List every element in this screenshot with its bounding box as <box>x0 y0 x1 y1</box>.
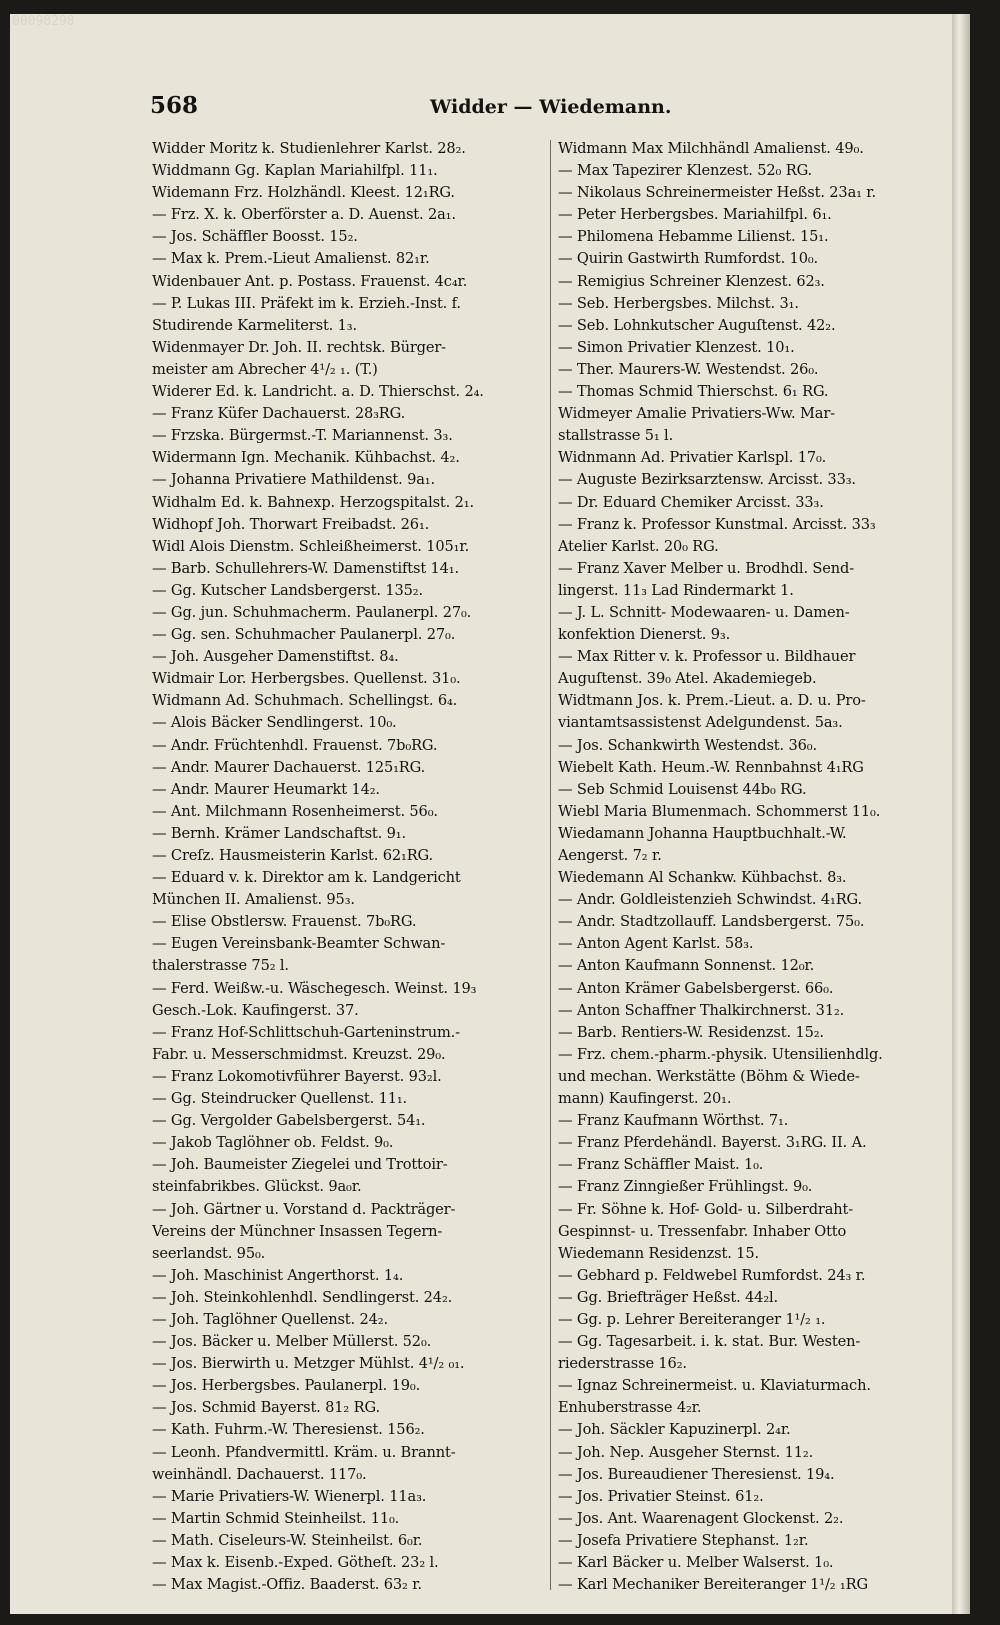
right-column-entry: — Ignaz Schreinermeist. u. Klaviaturmach. <box>558 1377 871 1395</box>
right-column-entry: Wiedemann Residenzst. 15. <box>558 1244 759 1262</box>
right-column-entry: — Franz Zinngießer Frühlingst. 9₀. <box>558 1178 813 1196</box>
left-column-entry: — Joh. Ausgeher Damenstiftst. 8₄. <box>152 648 399 666</box>
left-column-entry: München II. Amalienst. 95₃. <box>152 891 355 909</box>
right-column-entry: — Seb. Lohnkutscher Auguſtenst. 42₂. <box>558 316 836 334</box>
left-column-entry: — Jos. Bierwirth u. Metzger Mühlst. 4¹/₂ ₀₁. <box>152 1355 465 1373</box>
left-column-entry: — Max k. Eisenb.-Exped. Götheſt. 23₂ l. <box>152 1554 439 1571</box>
left-column-entry: — Creſz. Hausmeisterin Karlst. 62₁RG. <box>152 847 434 864</box>
left-column-entry: — Gg. Vergolder Gabelsbergerst. 54₁. <box>152 1112 426 1130</box>
right-column-entry: — Josefa Privatiere Stephanst. 1₂r. <box>558 1531 809 1549</box>
right-column-entry: — Andr. Stadtzollauff. Landsbergerst. 75₀. <box>558 913 865 931</box>
left-column-entry: weinhändl. Dachauerst. 117₀. <box>152 1465 367 1483</box>
left-column-entry: — Joh. Maschinist Angerthorst. 1₄. <box>152 1266 404 1284</box>
left-column-entry: — Andr. Früchtenhdl. Frauenst. 7b₀RG. <box>152 736 438 754</box>
right-column-entry: — Quirin Gastwirth Rumfordst. 10₀. <box>558 250 819 268</box>
left-column-entry: — Joh. Taglöhner Quellenst. 24₂. <box>152 1310 388 1328</box>
right-column-entry: Widmann Max Milchhändl Amalienst. 49₀. <box>558 140 864 157</box>
right-column-entry: — Anton Agent Karlst. 58₃. <box>558 935 754 953</box>
right-column-entry: Gespinnst- u. Tressenfabr. Inhaber Otto <box>558 1222 847 1240</box>
right-column-entry: viantamtsassistenst Adelgundenst. 5a₃. <box>558 714 843 732</box>
left-column-entry: Widhopf Joh. Thorwart Freibadst. 26₁. <box>152 515 430 533</box>
left-column-entry: Widmann Ad. Schuhmach. Schellingst. 6₄. <box>152 692 458 710</box>
left-column-entry: — Leonh. Pfandvermittl. Kräm. u. Brannt- <box>152 1443 456 1461</box>
right-column-entry: — Joh. Nep. Ausgeher Sternst. 11₂. <box>558 1443 814 1461</box>
right-column-entry: — Peter Herbergsbes. Mariahilfpl. 6₁. <box>558 206 832 224</box>
left-column-entry: — Johanna Privatiere Mathildenst. 9a₁. <box>152 471 435 489</box>
left-column-entry: meister am Abrecher 4¹/₂ ₁. (T.) <box>152 360 378 378</box>
right-column-entry: Wiebl Maria Blumenmach. Schommerst 11₀. <box>558 802 881 820</box>
right-column-entry: — Anton Schaffner Thalkirchnerst. 31₂. <box>558 1001 845 1019</box>
right-column-entry: — Jos. Schankwirth Westendst. 36₀. <box>558 736 817 754</box>
left-column-entry: — Jos. Schäffler Boosst. 15₂. <box>152 228 358 246</box>
right-column-entry: — Karl Mechaniker Bereiteranger 1¹/₂ ₁RG <box>558 1576 868 1594</box>
left-column-entry: — Eduard v. k. Direktor am k. Landgericht <box>152 869 461 887</box>
left-column-entry: — Martin Schmid Steinheilst. 11₀. <box>152 1509 400 1527</box>
left-column-entry: — Eugen Vereinsbank-Beamter Schwan- <box>152 935 446 953</box>
adjacent-page-edge <box>952 14 970 1614</box>
right-column-entry: und mechan. Werkstätte (Böhm & Wiede- <box>558 1067 860 1085</box>
right-column-entry: — Gg. Briefträger Heßst. 44₂l. <box>558 1288 779 1306</box>
left-column-entry: Widenmayer Dr. Joh. II. rechtsk. Bürger- <box>152 338 446 356</box>
left-column-entry: Widl Alois Dienstm. Schleißheimerst. 105₁r. <box>152 537 470 555</box>
left-column <box>152 138 542 1596</box>
right-column-entry: — Andr. Goldleistenzieh Schwindst. 4₁RG. <box>558 891 863 909</box>
right-column-entry: — Barb. Rentiers-W. Residenzst. 15₂. <box>558 1023 824 1041</box>
right-column-entry: Widmeyer Amalie Privatiers-Ww. Mar- <box>558 405 835 423</box>
left-column-entry: Widhalm Ed. k. Bahnexp. Herzogspitalst. 2₁. <box>152 493 474 511</box>
left-column-entry: — Frzska. Bürgermst.-T. Mariannenst. 3₃. <box>152 427 453 445</box>
left-column-entry: thalerstrasse 75₂ l. <box>152 957 289 975</box>
left-column-entry: Widenbauer Ant. p. Postass. Frauenst. 4c₄r. <box>152 272 468 290</box>
right-column-entry: — Seb. Herbergsbes. Milchst. 3₁. <box>558 294 799 312</box>
left-column-entry: — Gg. Kutscher Landsbergerst. 135₂. <box>152 581 423 599</box>
left-column-entry: Studirende Karmeliterst. 1₃. <box>152 316 357 334</box>
right-column-entry: — Franz Xaver Melber u. Brodhdl. Send- <box>558 559 854 577</box>
right-column-entry: — Simon Privatier Klenzest. 10₁. <box>558 338 795 356</box>
left-column-entry: — Ferd. Weißw.-u. Wäschegesch. Weinst. 19₃ <box>152 979 477 997</box>
right-column-entry: — Fr. Söhne k. Hof- Gold- u. Silberdraht- <box>558 1200 854 1218</box>
left-column-entry: — Joh. Baumeister Ziegelei und Trottoir- <box>152 1156 448 1174</box>
left-column-entry: — Bernh. Krämer Landschaftst. 9₁. <box>152 824 406 842</box>
right-column-entry: Wiedemann Al Schankw. Kühbachst. 8₃. <box>558 869 847 887</box>
left-column-entry: — Andr. Maurer Dachauerst. 125₁RG. <box>152 758 426 776</box>
right-column-entry: — Frz. chem.-pharm.-physik. Utensilienhdlg. <box>558 1045 883 1063</box>
right-column-entry: — Karl Bäcker u. Melber Walserst. 1₀. <box>558 1554 834 1571</box>
right-column-entry: — Auguste Bezirksarztensw. Arcisst. 33₃. <box>558 471 856 489</box>
left-column-entry: — P. Lukas III. Präfekt im k. Erzieh.-Inst. f. <box>152 294 461 312</box>
right-column-entry: — Max Tapezirer Klenzest. 52₀ RG. <box>558 162 813 180</box>
right-column-entry: Wiedamann Johanna Hauptbuchhalt.-W. <box>558 824 847 842</box>
left-column-entry: — Max Magist.-Offiz. Baaderst. 63₂ r. <box>152 1576 422 1594</box>
left-column-entry: — Ant. Milchmann Rosenheimerst. 56₀. <box>152 802 438 820</box>
left-column-entry: — Barb. Schullehrers-W. Damenstiftst 14₁. <box>152 559 459 577</box>
right-column-entry: mann) Kaufingerst. 20₁. <box>558 1090 732 1108</box>
left-column-entry: Widdmann Gg. Kaplan Mariahilfpl. 11₁. <box>152 162 438 180</box>
right-column-entry: — Franz Schäffler Maist. 1₀. <box>558 1156 764 1174</box>
left-column-entry: seerlandst. 95₀. <box>152 1244 266 1262</box>
right-column-entry: — Dr. Eduard Chemiker Arcisst. 33₃. <box>558 493 824 511</box>
right-column-entry: — Philomena Hebamme Lilienst. 15₁. <box>558 228 829 246</box>
left-column-entry: — Jakob Taglöhner ob. Feldst. 9₀. <box>152 1134 394 1152</box>
left-column-entry: — Elise Obstlersw. Frauenst. 7b₀RG. <box>152 913 417 931</box>
right-column-entry: — Nikolaus Schreinermeister Heßst. 23a₁ r. <box>558 184 877 202</box>
right-column-entry: lingerst. 11₃ Lad Rindermarkt 1. <box>558 581 794 599</box>
right-column-entry: — Gg. Tagesarbeit. i. k. stat. Bur. Westen- <box>558 1333 861 1351</box>
left-column-entry: — Jos. Herbergsbes. Paulanerpl. 19₀. <box>152 1377 421 1395</box>
right-column-entry: stallstrasse 5₁ l. <box>558 427 674 445</box>
right-column-entry: Widtmann Jos. k. Prem.-Lieut. a. D. u. Pro- <box>558 692 866 710</box>
left-column-entry: — Franz Lokomotivführer Bayerst. 93₂l. <box>152 1067 442 1085</box>
right-column-entry: — Remigius Schreiner Klenzest. 62₃. <box>558 272 825 290</box>
left-column-entry: Fabr. u. Messerschmidmst. Kreuzst. 29₀. <box>152 1045 446 1063</box>
right-column-entry: Aengerst. 7₂ r. <box>558 847 662 864</box>
left-column-entry: — Marie Privatiers-W. Wienerpl. 11a₃. <box>152 1487 427 1505</box>
running-head: Widder — Wiedemann. <box>430 96 672 118</box>
right-column-entry: — Franz Kaufmann Wörthst. 7₁. <box>558 1112 789 1130</box>
right-column-entry: Wiebelt Kath. Heum.-W. Rennbahnst 4₁RG <box>558 758 864 776</box>
right-column-entry: — Max Ritter v. k. Professor u. Bildhauer <box>558 648 856 666</box>
right-column-entry: — Thomas Schmid Thierschst. 6₁ RG. <box>558 383 829 401</box>
left-column-entry: — Gg. sen. Schuhmacher Paulanerpl. 27₀. <box>152 626 456 644</box>
right-column-entry: konfektion Dienerst. 9₃. <box>558 626 731 644</box>
right-column <box>558 138 948 1596</box>
left-column-entry: — Andr. Maurer Heumarkt 14₂. <box>152 780 380 798</box>
page-header <box>150 92 670 126</box>
left-column-entry: — Gg. Steindrucker Quellenst. 11₁. <box>152 1090 408 1108</box>
right-column-entry: — Jos. Privatier Steinst. 61₂. <box>558 1487 764 1505</box>
left-column-entry: Vereins der Münchner Insassen Tegern- <box>152 1222 443 1240</box>
left-column-entry: — Math. Ciseleurs-W. Steinheilst. 6₀r. <box>152 1531 423 1549</box>
left-column-entry: — Gg. jun. Schuhmacherm. Paulanerpl. 27₀. <box>152 603 472 621</box>
right-column-entry: — Ther. Maurers-W. Westendst. 26₀. <box>558 360 819 378</box>
right-column-entry: — Joh. Säckler Kapuzinerpl. 2₄r. <box>558 1421 791 1439</box>
left-column-entry: — Kath. Fuhrm.-W. Theresienst. 156₂. <box>152 1421 425 1439</box>
column-divider <box>550 140 551 1590</box>
right-column-entry: — Gg. p. Lehrer Bereiteranger 1¹/₂ ₁. <box>558 1310 826 1328</box>
directory-page <box>10 14 970 1614</box>
right-column-entry: — Anton Kaufmann Sonnenst. 12₀r. <box>558 957 815 975</box>
left-column-entry: — Joh. Steinkohlenhdl. Sendlingerst. 24₂. <box>152 1288 453 1306</box>
left-column-entry: — Max k. Prem.-Lieut Amalienst. 82₁r. <box>152 250 430 268</box>
left-column-entry: — Jos. Bäcker u. Melber Müllerst. 52₀. <box>152 1333 432 1351</box>
right-column-entry: riederstrasse 16₂. <box>558 1355 687 1373</box>
right-column-entry: Atelier Karlst. 20₀ RG. <box>558 537 719 555</box>
right-column-entry: — Anton Krämer Gabelsbergerst. 66₀. <box>558 979 834 997</box>
left-column-entry: steinfabrikbes. Glückst. 9a₀r. <box>152 1178 362 1196</box>
left-column-entry: Widemann Frz. Holzhändl. Kleest. 12₁RG. <box>152 184 455 202</box>
right-column-entry: — Franz k. Professor Kunstmal. Arcisst. 33₃ <box>558 515 876 533</box>
right-column-entry: — Jos. Ant. Waarenagent Glockenst. 2₂. <box>558 1509 844 1527</box>
right-column-entry: — Franz Pferdehändl. Bayerst. 3₁RG. II. A. <box>558 1134 867 1152</box>
left-column-entry: — Frz. X. k. Oberförster a. D. Auenst. 2a₁. <box>152 206 456 224</box>
left-column-entry: Widerer Ed. k. Landricht. a. D. Thierschst. 2₄. <box>152 383 484 401</box>
right-column-entry: — J. L. Schnitt- Modewaaren- u. Damen- <box>558 603 850 621</box>
right-column-entry: Enhuberstrasse 4₂r. <box>558 1399 702 1417</box>
right-column-entry: — Seb Schmid Louisenst 44b₀ RG. <box>558 780 807 798</box>
left-column-entry: — Joh. Gärtner u. Vorstand d. Packträger- <box>152 1200 456 1218</box>
right-column-entry: — Jos. Bureaudiener Theresienst. 19₄. <box>558 1465 835 1483</box>
right-column-entry: Widnmann Ad. Privatier Karlspl. 17₀. <box>558 449 827 467</box>
left-column-entry: — Franz Hof-Schlittschuh-Garteninstrum.- <box>152 1023 460 1041</box>
left-column-entry: Widmair Lor. Herbergsbes. Quellenst. 31₀. <box>152 670 461 688</box>
left-column-entry: Widermann Ign. Mechanik. Kühbachst. 4₂. <box>152 449 460 467</box>
left-column-entry: — Alois Bäcker Sendlingerst. 10₀. <box>152 714 397 732</box>
right-column-entry: — Gebhard p. Feldwebel Rumfordst. 24₃ r. <box>558 1266 866 1284</box>
left-column-entry: — Franz Küfer Dachauerst. 28₃RG. <box>152 405 406 423</box>
left-column-entry: Gesch.-Lok. Kaufingerst. 37. <box>152 1001 359 1019</box>
page-number: 568 <box>150 92 199 119</box>
right-column-entry: Auguſtenst. 39₀ Atel. Akademiegeb. <box>558 670 817 688</box>
scan-id-label: 00098298 <box>12 14 75 29</box>
left-column-entry: — Jos. Schmid Bayerst. 81₂ RG. <box>152 1399 380 1417</box>
left-column-entry: Widder Moritz k. Studienlehrer Karlst. 28₂. <box>152 140 466 157</box>
